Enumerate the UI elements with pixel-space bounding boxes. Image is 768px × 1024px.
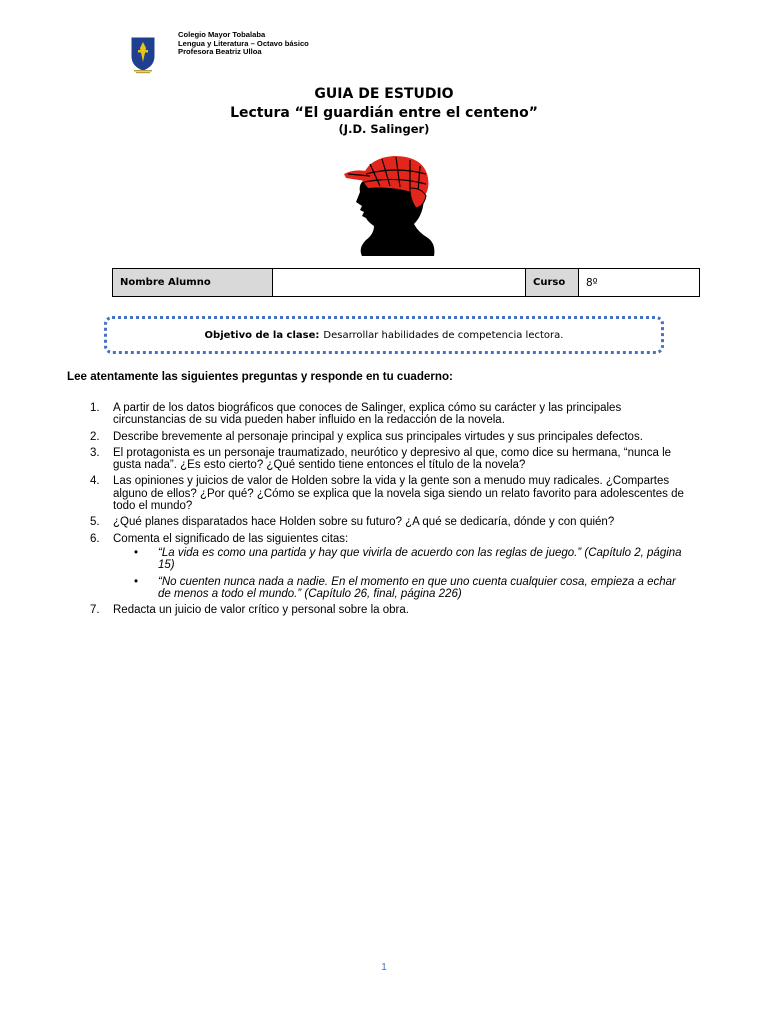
question-number: 6. — [90, 532, 100, 545]
bullet-icon: • — [134, 575, 139, 588]
question-item — [0, 475, 690, 512]
question-item — [0, 431, 690, 443]
student-info-table — [112, 268, 700, 297]
subject-line: Lengua y Literatura – Octavo básico — [178, 38, 309, 48]
question-item — [0, 447, 690, 472]
teacher-line: Profesora Beatriz Ulloa — [178, 47, 262, 57]
question-text: Las opiniones y juicios de valor de Holden sobre la vida y la gente son a menudo muy radicales. ¿Compartes alguno de ellos? ¿Por qué? ¿Cómo se explica que la novela siga siendo un relato favorito para adolescentes de todo el mundo? — [113, 475, 684, 513]
question-number: 4. — [90, 475, 100, 488]
school-name: Colegio Mayor Tobalaba — [178, 30, 266, 39]
objective-label: Objetivo de la clase: — [204, 329, 320, 341]
citation-list — [113, 547, 690, 600]
school-header — [178, 31, 309, 57]
school-crest-icon — [130, 36, 156, 74]
author-line: (J.D. Salinger) — [338, 122, 430, 136]
course-value[interactable]: 8º — [579, 269, 700, 297]
citation-text: “La vida es como una partida y hay que vivirla de acuerdo con las reglas de juego.” (Capítulo 2, página 15) — [158, 546, 682, 572]
question-number: 2. — [90, 430, 100, 443]
question-number: 5. — [90, 516, 100, 529]
question-item — [0, 402, 690, 427]
question-text: Redacta un juicio de valor crítico y personal sobre la obra. — [113, 604, 409, 617]
guide-title: GUIA DE ESTUDIO — [314, 86, 454, 102]
student-name-field[interactable] — [273, 269, 526, 297]
citation-item — [113, 576, 690, 601]
question-text: El protagonista es un personaje traumatizado, neurótico y depresivo al que, como dice su hermana, “nunca le gusta nada”. ¿Es esto cierto? ¿Qué sentido tiene entonces el título de la novela? — [113, 446, 672, 472]
question-text: Describe brevemente al personaje principal y explica sus principales virtudes y sus principales defectos. — [113, 430, 643, 443]
objective-text: Desarrollar habilidades de competencia lectora. — [323, 329, 564, 341]
question-list — [0, 402, 768, 620]
page-number: 1 — [381, 962, 387, 973]
objective-box — [104, 316, 664, 354]
question-item — [0, 533, 690, 600]
student-name-label: Nombre Alumno — [113, 269, 273, 297]
instructions: Lee atentamente las siguientes preguntas y responde en tu cuaderno: — [67, 370, 453, 383]
question-text: A partir de los datos biográficos que conoces de Salinger, explica cómo su carácter y las principales circunstancias de su vida pueden haber influido en la redacción de la novela. — [113, 402, 622, 427]
question-number: 1. — [90, 402, 100, 414]
question-item — [0, 516, 690, 528]
question-text: ¿Qué planes disparatados hace Holden sobre su futuro? ¿A qué se dedicaría, dónde y con quién? — [113, 516, 615, 529]
reading-title: Lectura “El guardián entre el centeno” — [230, 105, 538, 121]
citation-item — [113, 547, 690, 572]
question-item — [0, 604, 690, 616]
question-number: 3. — [90, 446, 100, 459]
question-text: Comenta el significado de las siguientes citas: — [113, 532, 349, 545]
holden-silhouette-image — [340, 152, 436, 256]
bullet-icon: • — [134, 546, 139, 559]
course-label: Curso — [526, 269, 579, 297]
citation-text: “No cuenten nunca nada a nadie. En el momento en que uno cuenta cualquier cosa, empieza a echar de menos a todo el mundo.” (Capítulo 26, final, página 226) — [158, 575, 676, 600]
question-number: 7. — [90, 604, 100, 617]
